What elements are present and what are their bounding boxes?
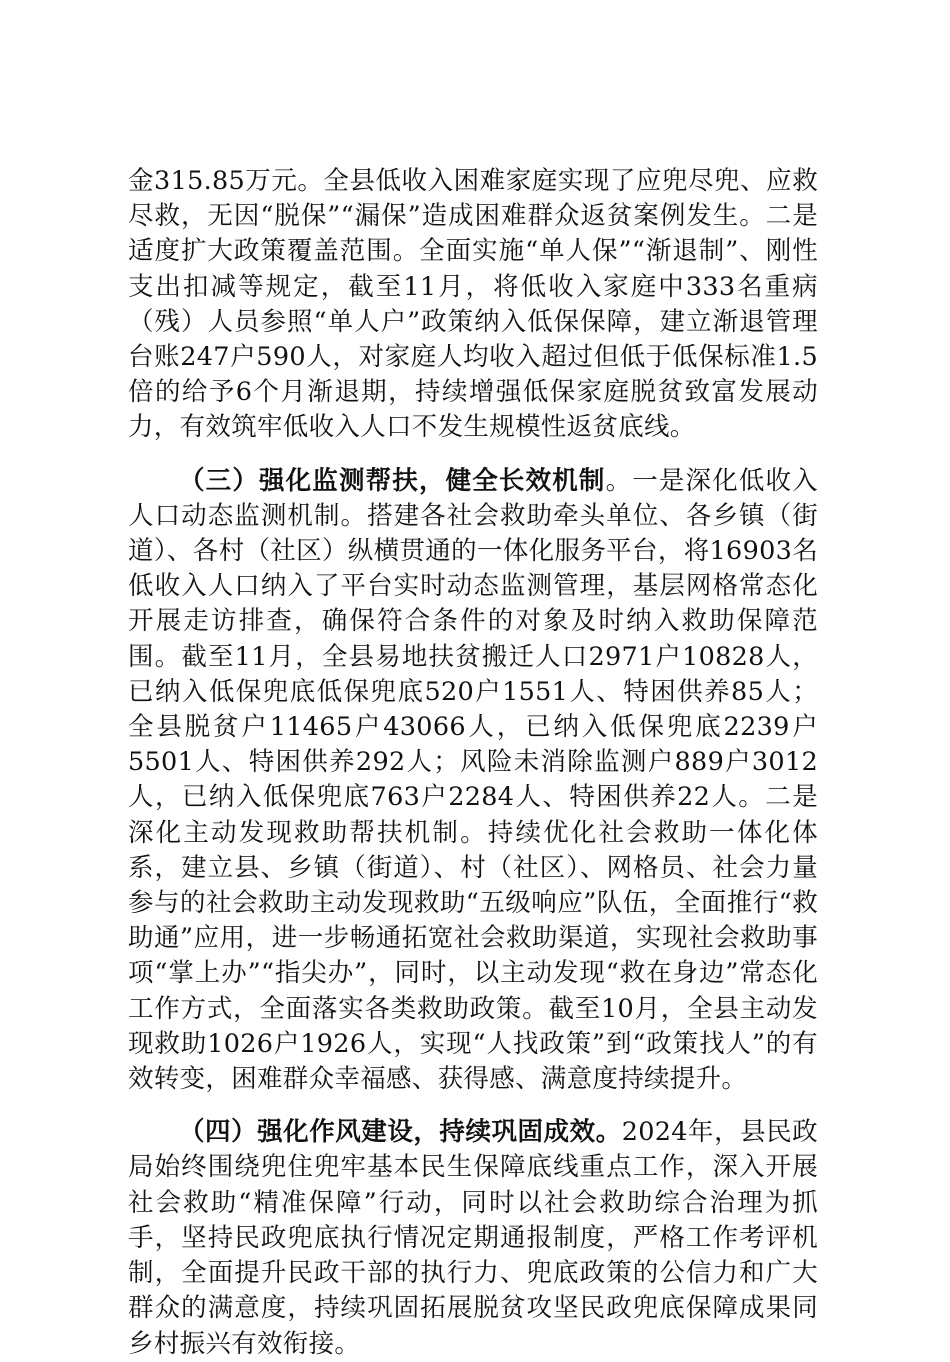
section-four-heading: （四）强化作风建设，持续巩固成效。 xyxy=(179,1117,622,1148)
document-body xyxy=(128,164,818,1362)
paragraph-text: 。一是深化低收入人口动态监测机制。搭建各社会救助牵头单位、各乡镇（街道）、各村（社区）纵横贯通的一体化服务平台，将16903名低收入人口纳入了平台实时动态监测管理，基层网格常态化开展走访排查，确保符合条件的对象及时纳入救助保障范围。截至11月，全县易地扶贫搬迁人口2971户10828人，已纳入低保兜底低保兜底520户1551人、特困供养85人；全县脱贫户11465户43066人，已纳入低保兜底2239户5501人、特困供养292人；风险未消除监测户889户3012人，已纳入低保兜底763户2284人、特困供养22人。二是深化主动发现救助帮扶机制。持续优化社会救助一体化体系，建立县、乡镇（街道）、村（社区）、网格员、社会力量参与的社会救助主动发现救助“五级响应”队伍，全面推行“救助通”应用，进一步畅通拓宽社会救助渠道，实现社会救助事项“掌上办”“指尖办”，同时，以主动发现“救在身边”常态化工作方式，全面落实各类救助政策。截至10月，全县主动发现救助1026户1926人，实现“人找政策”到“政策找人”的有效转变，困难群众幸福感、获得感、满意度持续提升。 xyxy=(128,465,818,1095)
section-three-heading: （三）强化监测帮扶，健全长效机制 xyxy=(179,465,606,496)
paragraph-text: 2024年，县民政局始终围绕兜住兜牢基本民生保障底线重点工作，深入开展社会救助“精准保障”行动，同时以社会救助综合治理为抓手，坚持民政兜底执行情况定期通报制度，严格工作考评机制，全面提升民政干部的执行力、兜底政策的公信力和广大群众的满意度，持续巩固拓展脱贫攻坚民政兜底保障成果同乡村振兴有效衔接。 xyxy=(128,1117,818,1359)
paragraph-text: 金315.85万元。全县低收入困难家庭实现了应兜尽兜、应救尽救，无因“脱保”“漏保”造成困难群众返贫案例发生。二是适度扩大政策覆盖范围。全面实施“单人保”“渐退制”、刚性支出扣减等规定，截至11月，将低收入家庭中333名重病（残）人员参照“单人户”政策纳入低保保障，建立渐退管理台账247户590人，对家庭人均收入超过但低于低保标准1.5倍的给予6个月渐退期，持续增强低保家庭脱贫致富发展动力，有效筑牢低收入人口不发生规模性返贫底线。 xyxy=(128,166,818,443)
paragraph-continuation xyxy=(128,164,818,446)
paragraph-section-four xyxy=(128,1115,818,1361)
paragraph-section-three xyxy=(128,464,818,1098)
